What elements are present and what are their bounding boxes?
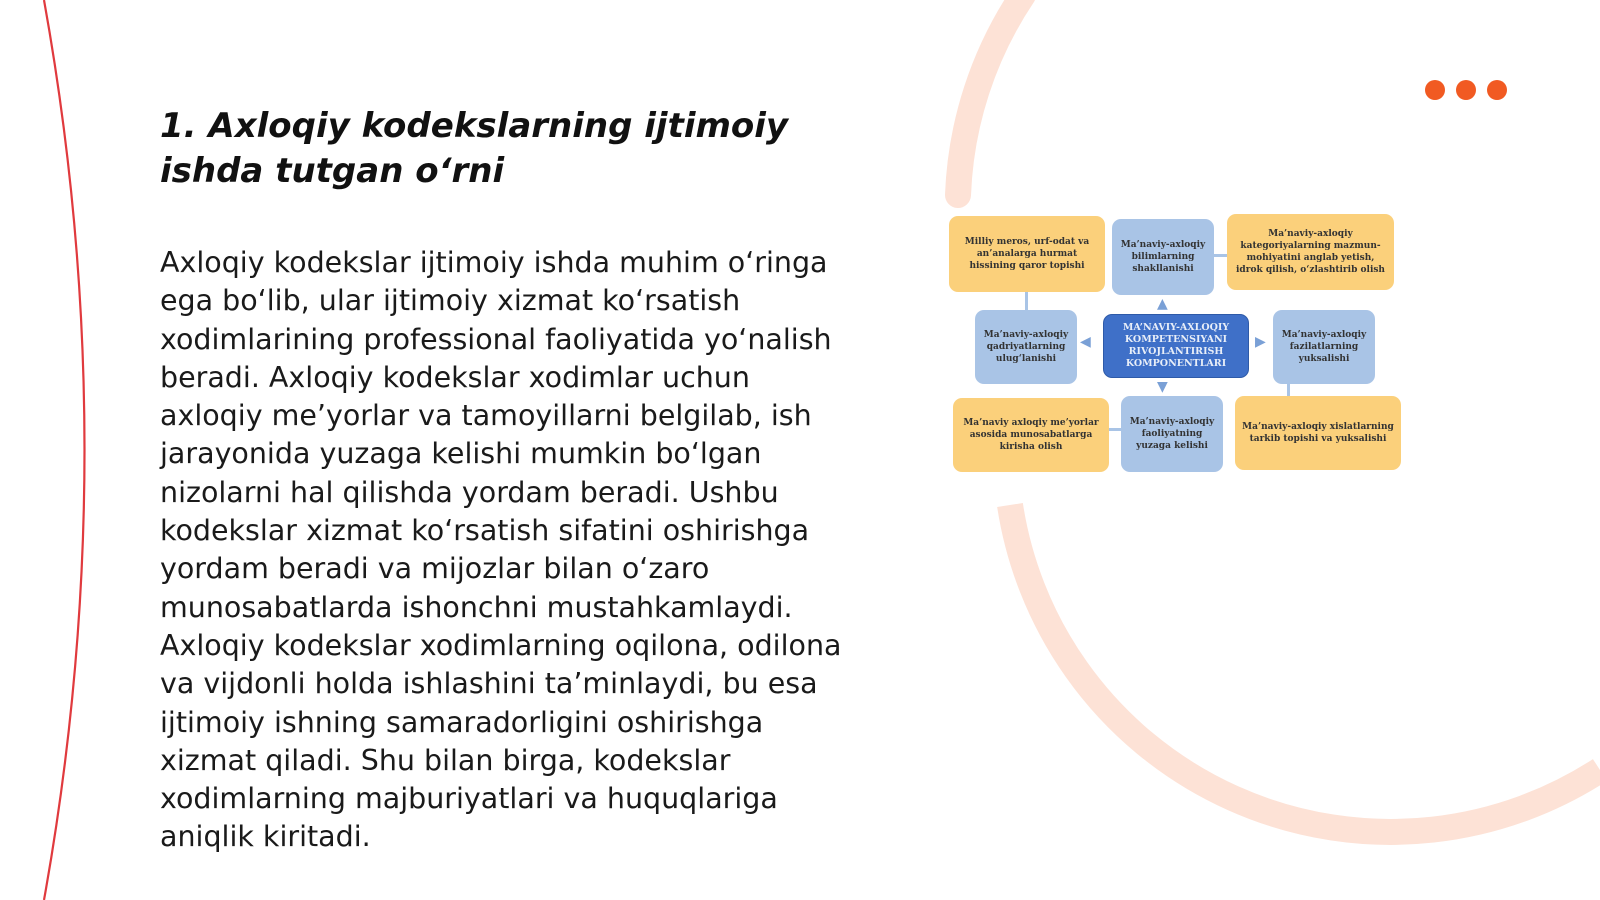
more-options-button[interactable] <box>1425 80 1507 100</box>
diagram-box-bottom-left: Ma’naviy axloqiy me’yorlar asosida munosabatlarga kirisha olish <box>953 398 1109 472</box>
left-accent-line <box>44 0 85 900</box>
arrow-right-icon: ▶ <box>1255 334 1266 350</box>
three-dots-icon <box>1487 80 1507 100</box>
arrow-up-icon: ▲ <box>1157 296 1168 312</box>
diagram-center-box: MA’NAVIY-AXLOQIY KOMPETENSIYANI RIVOJLANTIRISH KOMPONENTLARI <box>1103 314 1249 378</box>
decorative-arc <box>958 0 1023 195</box>
diagram-box-bottom-right: Ma’naviy-axloqiy xislatlarning tarkib topishi va yuksalishi <box>1235 396 1401 470</box>
connector-line <box>1025 292 1028 310</box>
diagram-box-top-left: Milliy meros, urf-odat va an’analarga hurmat hissining qaror topishi <box>949 216 1105 292</box>
diagram-box-top-middle: Ma’naviy-axloqiy bilimlarning shakllanishi <box>1112 219 1214 295</box>
competence-diagram <box>965 214 1435 484</box>
three-dots-icon <box>1456 80 1476 100</box>
connector-line <box>1213 254 1227 257</box>
arrow-down-icon: ▼ <box>1157 379 1168 395</box>
diagram-box-middle-right: Ma’naviy-axloqiy fazilatlarning yuksalishi <box>1273 310 1375 384</box>
decorative-arc-lower <box>1010 505 1600 832</box>
slide-body: Axloqiy kodekslar ijtimoiy ishda muhim o‘ringa ega bo‘lib, ular ijtimoiy xizmat ko‘rsatish xodimlarining professional faoliyatida yo‘nalish beradi. Axloqiy kodekslar xodimlar uchun axloqiy me’yorlar va tamoyillarni belgilab, ish jarayonida yuzaga kelishi mumkin bo‘lgan nizolarni hal qilishda yordam beradi. Ushbu kodekslar xizmat ko‘rsatish sifatini oshirishga yordam beradi va mijozlar bilan o‘zaro munosabatlarda ishonchni mustahkamlaydi. Axloqiy kodekslar xodimlarning oqilona, odilona va vijdonli holda ishlashini ta’minlaydi, bu esa ijtimoiy ishning samaradorligini oshirishga xizmat qiladi. Shu bilan birga, kodekslar xodimlarning majburiyatlari va huquqlariga aniqlik kiritadi. <box>160 246 842 854</box>
slide-title: 1. Axloqiy kodekslarning ijtimoiy ishda tutgan o‘rni <box>160 106 789 191</box>
arrow-left-icon: ◀ <box>1080 334 1091 350</box>
diagram-box-top-right: Ma’naviy-axloqiy kategoriyalarning mazmun-mohiyatini anglab yetish, idrok qilish, o‘zlashtirib olish <box>1227 214 1394 290</box>
diagram-box-middle-left: Ma’naviy-axloqiy qadriyatlarning ulug‘lanishi <box>975 310 1077 384</box>
three-dots-icon <box>1425 80 1445 100</box>
connector-line <box>1107 428 1121 431</box>
diagram-box-bottom-middle: Ma’naviy-axloqiy faoliyatning yuzaga kelishi <box>1121 396 1223 472</box>
